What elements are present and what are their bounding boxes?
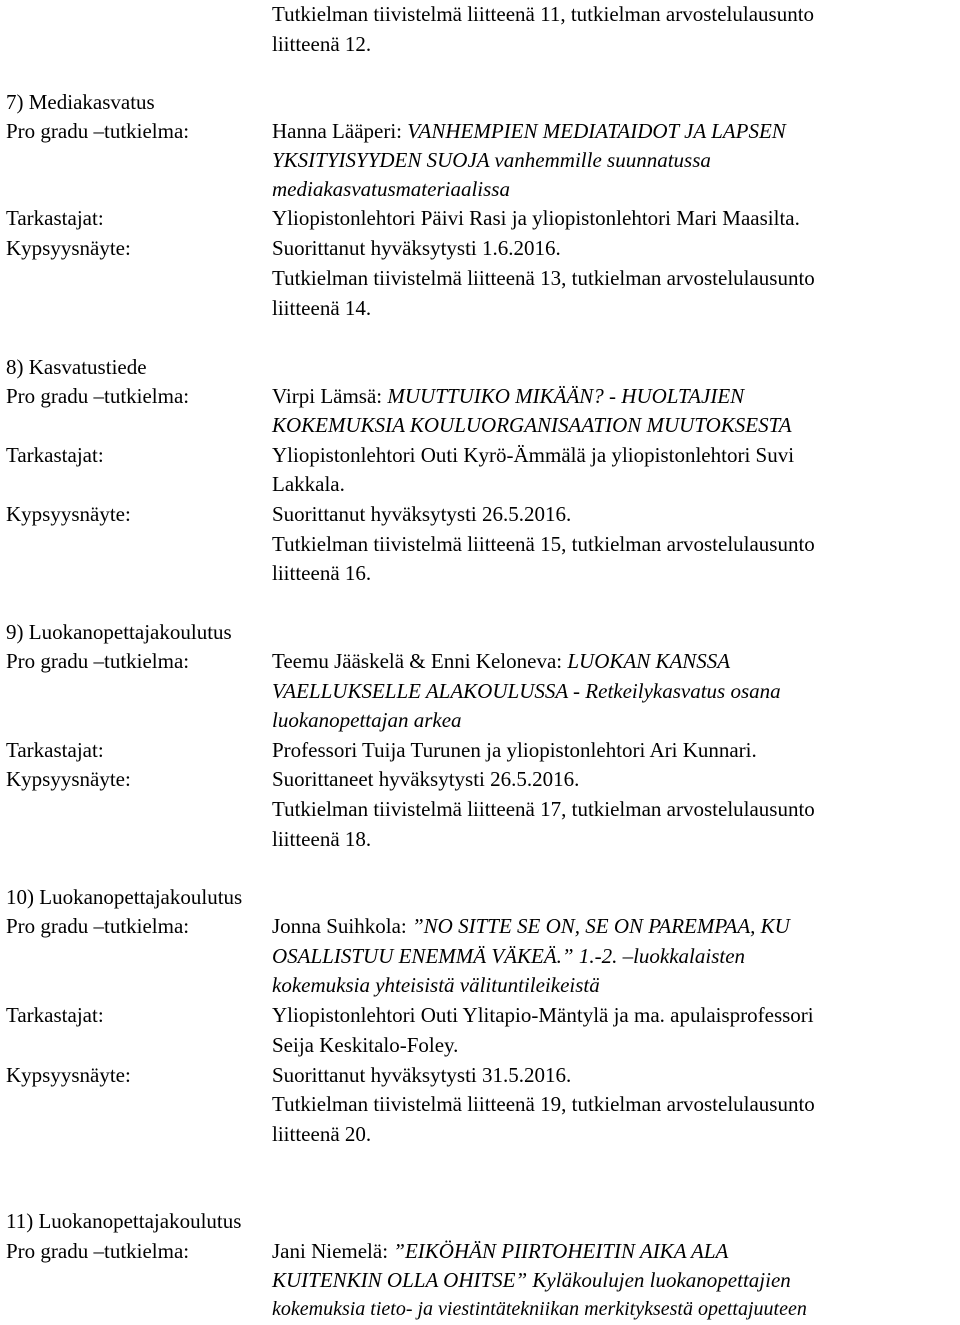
examiners-label: Tarkastajat: [6,1003,104,1027]
examiners-value: Yliopistonlehtori Päivi Rasi ja yliopistonlehtori Mari Maasilta. [272,206,800,230]
thesis-label: Pro gradu –tutkielma: [6,384,190,408]
examiners-label: Tarkastajat: [6,206,104,230]
thesis-author: Virpi Lämsä: [272,384,388,408]
thesis-title: Teemu Jääskelä & Enni Keloneva: LUOKAN KANSSA [272,649,731,673]
thesis-title: Jani Niemelä: ”EIKÖHÄN PIIRTOHEITIN AIKA ALA [272,1239,729,1263]
examiners-value-cont: Seija Keskitalo-Foley. [272,1033,459,1057]
examiners-label: Tarkastajat: [6,443,104,467]
maturity-label: Kypsyysnäyte: [6,1063,131,1087]
summary-line: Tutkielman tiivistelmä liitteenä 19, tutkielman arvostelulausunto [272,1092,815,1116]
summary-line: Tutkielman tiivistelmä liitteenä 11, tutkielman arvostelulausunto [272,2,815,26]
maturity-label: Kypsyysnäyte: [6,767,131,791]
thesis-title-line: OSALLISTUU ENEMMÄ VÄKEÄ.” 1.-2. –luokkalaisten [272,944,746,968]
maturity-label: Kypsyysnäyte: [6,236,131,260]
summary-line: Tutkielman tiivistelmä liitteenä 13, tutkielman arvostelulausunto [272,266,815,290]
section-heading: 9) Luokanopettajakoulutus [6,620,232,644]
thesis-title-line: luokanopettajan arkea [272,708,462,732]
summary-line: liitteenä 20. [272,1122,372,1146]
thesis-title: Hanna Lääperi: VANHEMPIEN MEDIATAIDOT JA LAPSEN [272,119,786,143]
section-heading: 10) Luokanopettajakoulutus [6,885,243,909]
maturity-value: Suorittanut hyväksytysti 26.5.2016. [272,502,572,526]
maturity-value: Suorittaneet hyväksytysti 26.5.2016. [272,767,580,791]
thesis-title-line: kokemuksia tieto- ja viestintätekniikan merkityksestä opettajuuteen [272,1298,807,1320]
summary-line: liitteenä 16. [272,561,372,585]
summary-line: liitteenä 18. [272,827,372,851]
summary-line: liitteenä 12. [272,32,372,56]
maturity-label: Kypsyysnäyte: [6,502,131,526]
summary-line: Tutkielman tiivistelmä liitteenä 15, tutkielman arvostelulausunto [272,532,815,556]
thesis-author: Jonna Suihkola: [272,914,412,938]
examiners-value-cont: Lakkala. [272,472,345,496]
thesis-title-line: mediakasvatusmateriaalissa [272,177,510,201]
thesis-title-line: YKSITYISYYDEN SUOJA vanhemmille suunnatussa [272,148,711,172]
thesis-title: Virpi Lämsä: MUUTTUIKO MIKÄÄN? - HUOLTAJIEN [272,384,745,408]
thesis-label: Pro gradu –tutkielma: [6,914,190,938]
thesis-title-line: KOKEMUKSIA KOULUORGANISAATION MUUTOKSESTA [272,413,792,437]
section-heading: 7) Mediakasvatus [6,90,155,114]
thesis-author: Hanna Lääperi: [272,119,408,143]
thesis-title-line: kokemuksia yhteisistä välituntileikeistä [272,973,600,997]
section-heading: 11) Luokanopettajakoulutus [6,1209,242,1233]
summary-line: Tutkielman tiivistelmä liitteenä 17, tutkielman arvostelulausunto [272,797,815,821]
thesis-label: Pro gradu –tutkielma: [6,649,190,673]
examiners-value: Yliopistonlehtori Outi Kyrö-Ämmälä ja yliopistonlehtori Suvi [272,443,795,467]
section-heading: 8) Kasvatustiede [6,355,147,379]
maturity-value: Suorittanut hyväksytysti 31.5.2016. [272,1063,572,1087]
examiners-value: Professori Tuija Turunen ja yliopistonlehtori Ari Kunnari. [272,738,757,762]
thesis-title-line: VAELLUKSELLE ALAKOULUSSA - Retkeilykasvatus osana [272,679,781,703]
examiners-value: Yliopistonlehtori Outi Ylitapio-Mäntylä ja ma. apulaisprofessori [272,1003,814,1027]
thesis-label: Pro gradu –tutkielma: [6,1239,190,1263]
maturity-value: Suorittanut hyväksytysti 1.6.2016. [272,236,561,260]
thesis-title: Jonna Suihkola: ”NO SITTE SE ON, SE ON PAREMPAA, KU [272,914,790,938]
thesis-label: Pro gradu –tutkielma: [6,119,190,143]
examiners-label: Tarkastajat: [6,738,104,762]
thesis-author: Jani Niemelä: [272,1239,394,1263]
summary-line: liitteenä 14. [272,296,372,320]
thesis-author: Teemu Jääskelä & Enni Keloneva: [272,649,568,673]
thesis-title-line: KUITENKIN OLLA OHITSE” Kyläkoulujen luokanopettajien [272,1268,791,1292]
